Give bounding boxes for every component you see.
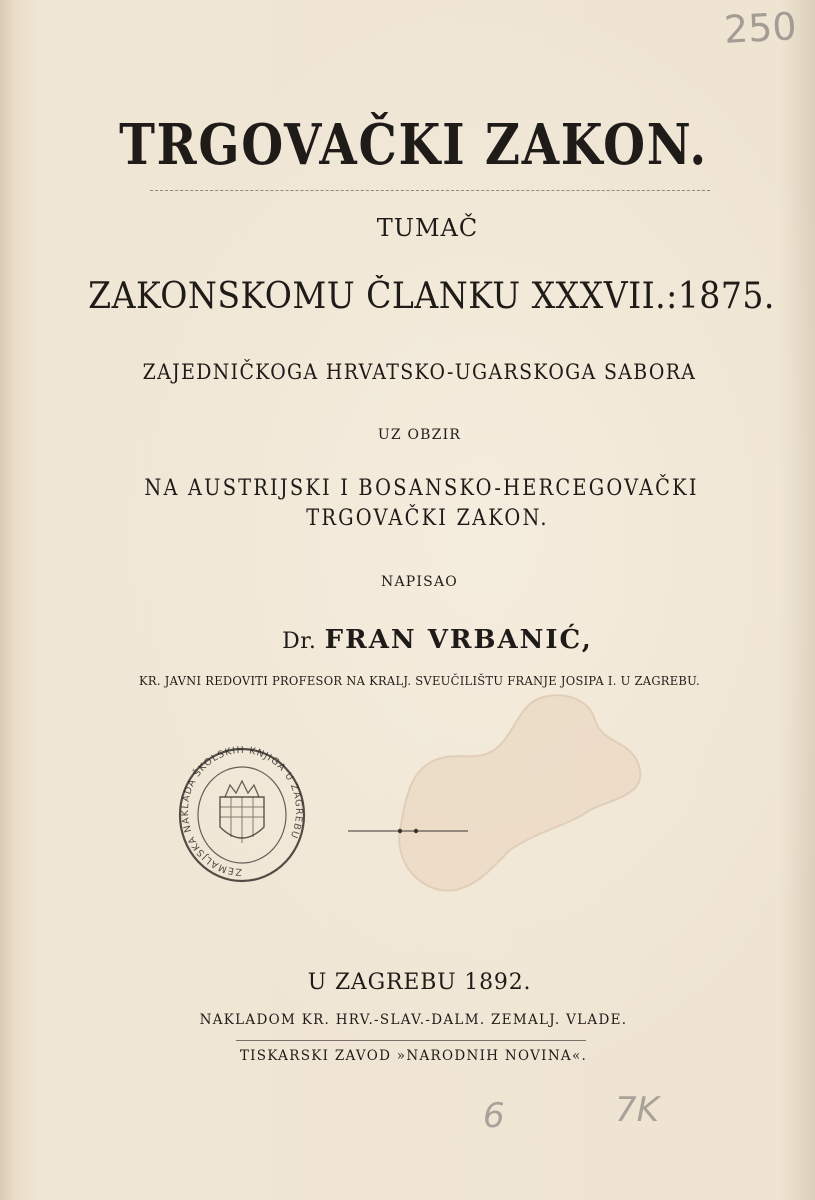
reference-line-1: NA AUSTRIJSKI I BOSANSKO-HERCEGOVAČKI [144,476,699,501]
title-underline [150,190,710,191]
subtitle-parliament: ZAJEDNIČKOGA HRVATSKO-UGARSKOGA SABORA [142,360,697,384]
svg-text:ZEMALJSKA NAKLADA ŠKOLSKIH KNJ: ZEMALJSKA NAKLADA ŠKOLSKIH KNJIGA U ZAGREBU [179,745,305,878]
imprint-rule [236,1040,586,1041]
subtitle-law-article: ZAKONSKOMU ČLANKU XXXVII.:1875. [88,276,775,317]
napisao-label: NAPISAO [381,574,458,590]
subtitle-tumac: TUMAČ [376,214,479,242]
handwritten-note-top: 250 [723,4,799,52]
imprint-place-year: U ZAGREBU 1892. [307,970,532,995]
handwritten-note-bottom-right: 7K [615,1090,659,1130]
author-line [30,625,815,655]
uz-obzir-label: UZ OBZIR [377,427,462,443]
author-name: FRAN VRBANIĆ, [324,625,593,655]
paper-stain [390,690,650,900]
library-stamp [175,745,310,885]
imprint-printer: TISKARSKI ZAVOD »NARODNIH NOVINA«. [239,1048,588,1064]
reference-line-2: TRGOVAČKI ZAKON. [306,506,549,531]
imprint-publisher: NAKLADOM KR. HRV.-SLAV.-DALM. ZEMALJ. VLADE. [199,1012,628,1028]
handwritten-note-bottom-left: 6 [483,1096,505,1136]
author-title: KR. JAVNI REDOVITI PROFESOR NA KRALJ. SVEUČILIŠTU FRANJE JOSIPA I. U ZAGREBU. [139,673,700,688]
ornamental-divider [348,828,468,834]
author-prefix: Dr. [282,629,317,654]
book-title: TRGOVAČKI ZAKON. [119,112,708,178]
